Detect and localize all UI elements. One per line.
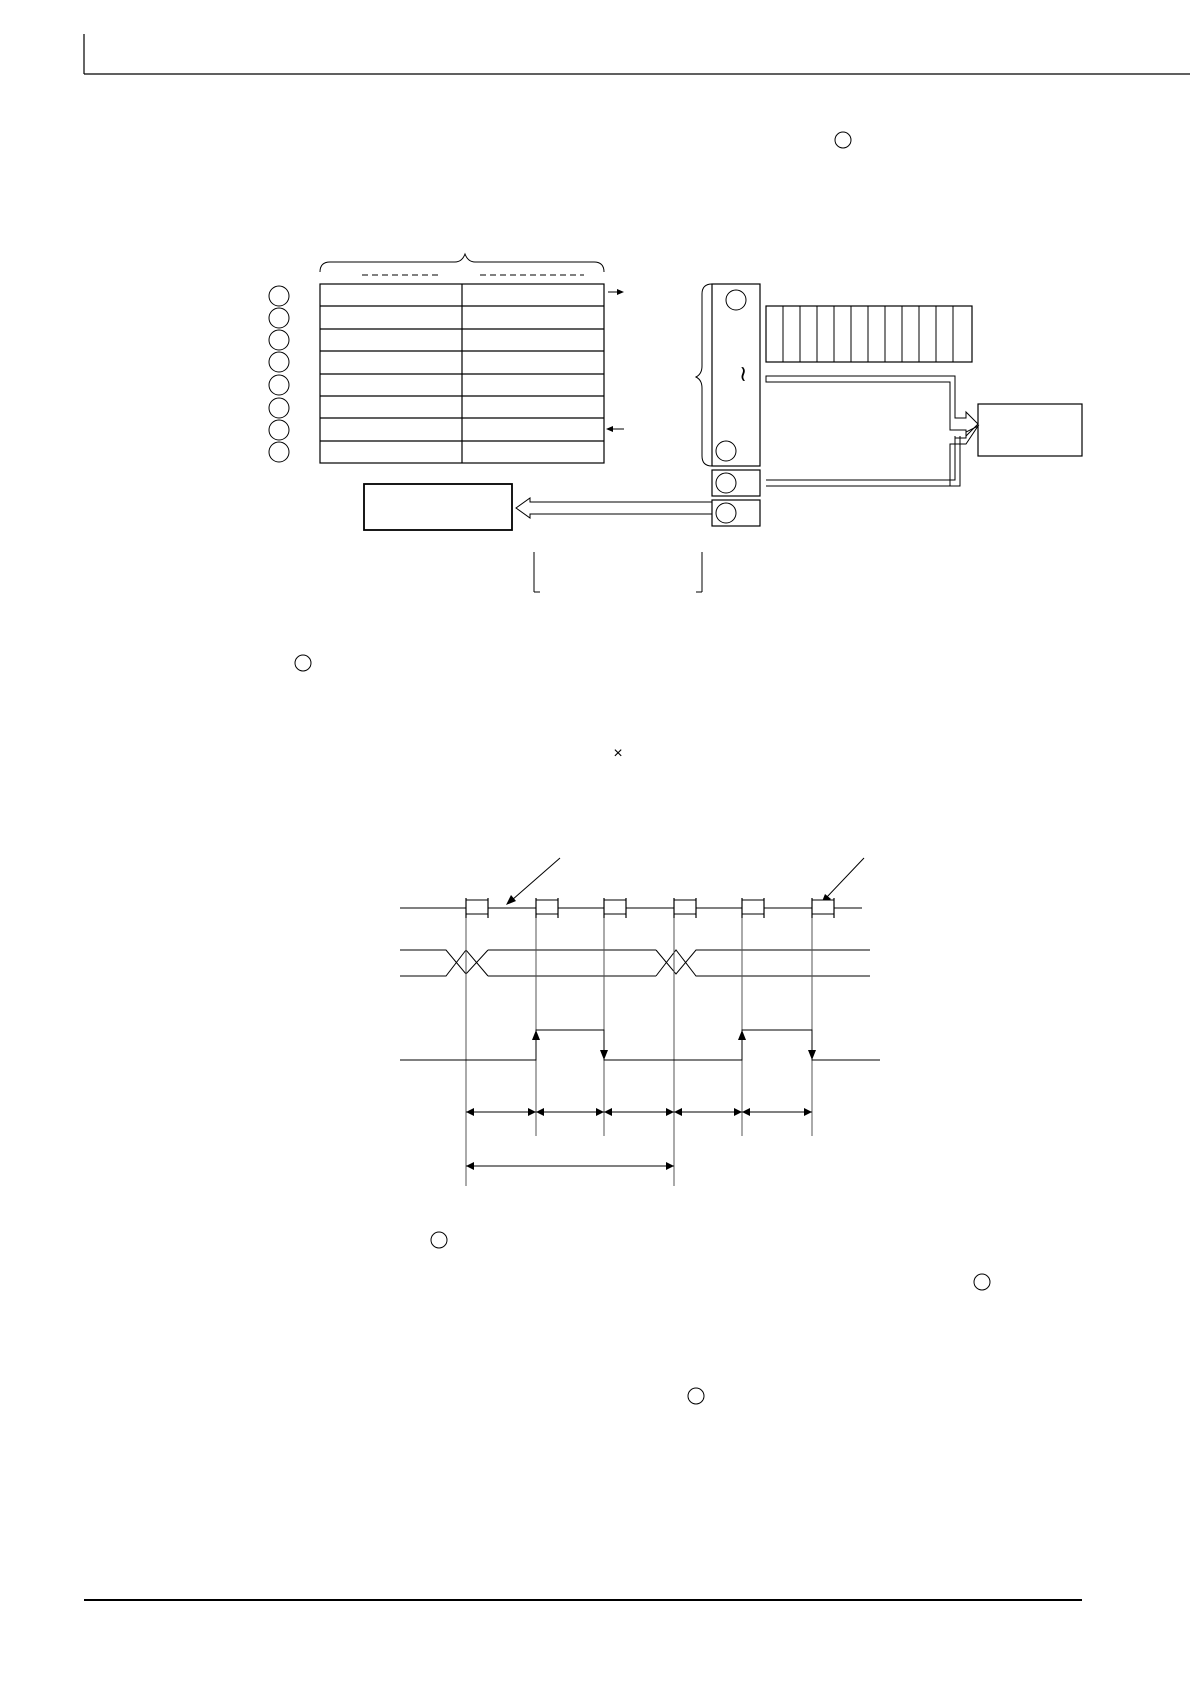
register-marker-1 [716,473,736,493]
row-marker-2 [269,308,289,328]
text-reference-marker-5 [688,1388,704,1404]
sample-window-pointer-right [821,858,864,904]
period-arrow [466,1162,674,1170]
memory-block-diagram [269,254,1082,592]
sample-window-5 [742,900,764,914]
sample-window-3 [604,900,626,914]
table-top-brace [320,254,604,272]
text-reference-marker-4 [974,1274,990,1290]
timing-guides [466,918,812,1186]
sample-window-1 [466,900,488,914]
buffer-marker-bottom [716,441,736,461]
table-pointer-bottom [606,426,624,432]
control-signal [400,1030,880,1060]
row-marker-4 [269,352,289,372]
row-marker-7 [269,420,289,440]
data-buffer-strip [766,306,972,362]
sample-window-2 [536,900,558,914]
row-marker-8 [269,442,289,462]
text-reference-marker-1 [835,132,851,148]
header-rule [84,34,1190,74]
text-reference-marker-2 [295,655,311,671]
hollow-arrow-lower [766,426,978,486]
row-marker-6 [269,398,289,418]
buffer-marker-top [726,290,746,310]
text-reference-marker-3 [431,1232,447,1248]
register-marker-2 [716,503,736,523]
bottom-bracket [534,552,702,592]
buffer-left-brace [696,284,712,466]
multiply-symbol: × [613,745,623,762]
sample-window-6 [812,900,834,914]
sample-window-4 [674,900,696,914]
table-pointer-top [608,289,624,295]
row-marker-1 [269,286,289,306]
hollow-arrow-left [516,498,712,518]
destination-box [978,404,1082,456]
interval-arrows [466,1108,812,1116]
sample-window-pointer-left [506,858,560,905]
output-box [364,484,512,530]
data-bus-signal [400,950,870,976]
row-marker-5 [269,375,289,395]
row-markers [269,286,289,462]
row-marker-3 [269,330,289,350]
hollow-arrow-upper [766,376,978,436]
timing-diagram [400,858,880,1186]
wave-symbol: ~ [730,364,755,384]
